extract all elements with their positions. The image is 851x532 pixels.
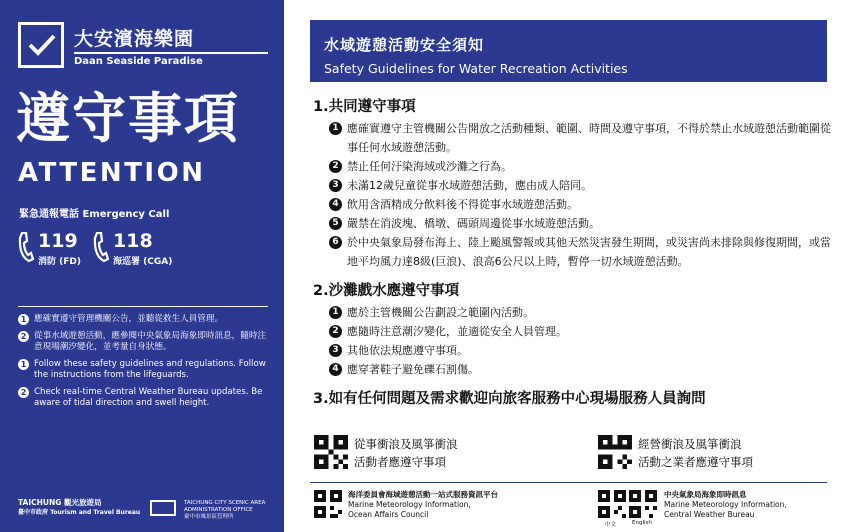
number-marker: 4 [329, 363, 342, 376]
attention-title-en: ATTENTION [18, 158, 206, 188]
taichung-tourism-logo: TAICHUNG 觀光旅遊局 臺中市政府 Tourism and Travel Bureau [18, 498, 141, 516]
list-item: 6 於中央氣象局發布海上、陸上颱風警報或其他天然災害發生期間，或災害尚未排除與修復期間，或當地平均風力達8級(巨浪)、浪高6公尺以上時，暫停一切水域遊憩活動。 [329, 233, 831, 271]
weather-bureau-info: 中央氣象局海象即時訊息 Marine Meteorology Information, Central Weather Bureau [664, 490, 787, 519]
phone-number: 119 [38, 230, 78, 252]
number-marker: 3 [329, 344, 342, 357]
list-item: 2 禁止任何汙染海域或沙灘之行為。 [329, 157, 831, 176]
left-panel [0, 0, 284, 532]
phone-label: 海巡署 (CGA) [113, 257, 173, 267]
number-marker: 4 [329, 198, 342, 211]
number-marker: 3 [329, 179, 342, 192]
list-item: 1 應於主管機關公告劃設之範圍內活動。 [329, 303, 831, 322]
list-item: 2 應隨時注意潮汐變化，並適從安全人員管理。 [329, 322, 831, 341]
phone-number: 118 [113, 230, 153, 252]
qr-code-icon[interactable] [314, 435, 348, 469]
list-item: 5 嚴禁在消波塊、橋墩、碼頭周邊從事水域遊憩活動。 [329, 214, 831, 233]
section-items [329, 303, 831, 379]
attention-title-zh: 遵守事項 [16, 87, 240, 150]
number-marker: 1 [329, 122, 342, 135]
emergency-call-title: 緊急通報電話 Emergency Call [19, 209, 170, 220]
checkmark-logo-icon [18, 22, 64, 68]
header-title-en: Safety Guidelines for Water Recreation Activities [324, 61, 628, 76]
section-title: 3.如有任何問題及需求歡迎向旅客服務中心現場服務人員詢問 [313, 391, 706, 407]
list-item: 1 應確實遵守主管機關公告開放之活動種類、範圍、時間及遵守事項，不得於禁止水域遊憩活動範圍從事任何水域遊憩活動。 [329, 119, 831, 157]
divider [18, 306, 268, 307]
brand-block [18, 22, 268, 72]
footer-logos [18, 498, 268, 520]
number-marker: 2 [329, 325, 342, 338]
number-marker: 1 [18, 359, 29, 370]
section-title: 1.共同遵守事項 [313, 99, 416, 115]
qr-code-icon[interactable] [598, 435, 632, 469]
number-marker: 1 [18, 314, 29, 325]
ocean-affairs-info: 海洋委員會海域遊憩活動一站式服務資訊平台 Marine Meteorology Information, Ocean Affairs Council [348, 490, 498, 519]
list-item: 2 Check real-time Central Weather Bureau updates. Be aware of tidal direction and swell height. [18, 387, 270, 410]
qr-code-icon[interactable] [629, 490, 657, 518]
divider [310, 482, 827, 483]
phone-icon [93, 232, 109, 262]
qr-code-icon[interactable] [598, 490, 626, 518]
number-marker: 2 [18, 387, 29, 398]
qr-link-label: 經營衝浪及風箏衝浪 活動之業者應遵守事項 [638, 437, 753, 469]
qr-link-label: 從事衝浪及風箏衝浪 活動者應遵守事項 [354, 437, 458, 469]
brand-name-en: Daan Seaside Paradise [74, 56, 203, 67]
qr-label-zh: 中文 [605, 522, 617, 528]
phone-label: 消防 (FD) [38, 257, 81, 267]
list-item: 4 飲用含酒精成分飲料後不得從事水域遊憩活動。 [329, 195, 831, 214]
phone-icon [18, 232, 34, 262]
brand-name-zh: 大安濱海樂園 [74, 28, 195, 50]
number-marker: 2 [18, 331, 29, 342]
section-title: 2.沙灘戲水應遵守事項 [313, 283, 460, 299]
brand-divider [74, 52, 268, 54]
list-item: 3 其他依法規應遵守事項。 [329, 341, 831, 360]
safety-notes-list [18, 314, 270, 415]
qr-label-en: English [632, 520, 652, 526]
number-marker: 5 [329, 217, 342, 230]
guidelines-header [310, 20, 827, 82]
list-item: 3 未滿12歲兒童從事水域遊憩活動，應由成人陪同。 [329, 176, 831, 195]
section-items [329, 119, 831, 271]
scenic-area-logo-icon [150, 500, 176, 516]
list-item: 1 應確實遵守管理機關公告，並聽從救生人員管理。 [18, 314, 270, 326]
scenic-area-office-text: TAICHUNG CITY SCENIC AREA ADMINISTRATION OFFICE 臺中市風景區管理所 [184, 500, 266, 520]
guidelines-content [313, 95, 831, 408]
list-item: 4 應穿著鞋子避免礫石割傷。 [329, 360, 831, 379]
header-title-zh: 水域遊憩活動安全須知 [324, 36, 485, 54]
qr-code-icon[interactable] [314, 490, 342, 518]
number-marker: 2 [329, 160, 342, 173]
number-marker: 6 [329, 236, 342, 249]
list-item: 1 Follow these safety guidelines and regulations. Follow the instructions from the lifeguards. [18, 359, 270, 382]
number-marker: 1 [329, 306, 342, 319]
list-item: 2 從事水域遊憩活動，應參閱中央氣象局海象即時訊息，隨時注意現場潮汐變化，並考量自身狀態。 [18, 331, 270, 354]
